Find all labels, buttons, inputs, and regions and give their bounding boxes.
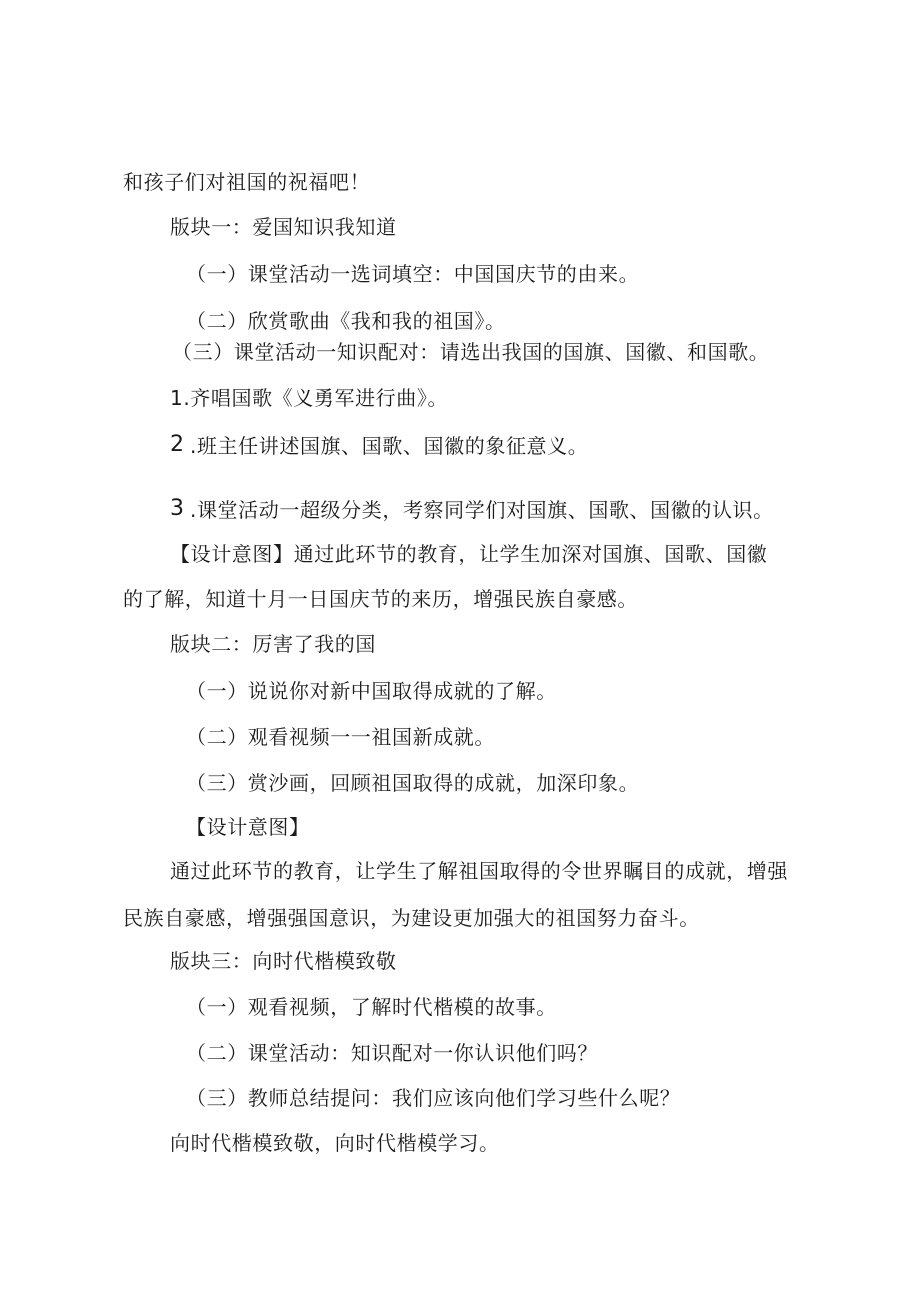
numbered-item-3: .课堂活动一超级分类，考察同学们对国旗、国歌、国徽的认识。 [190,498,774,522]
list-item: （二）欣赏歌曲《我和我的祖国》。 [186,309,506,333]
item-number-3: 3 [170,496,185,521]
design-intent-paragraph-cont: 的了解，知道十月一日国庆节的来历，增强民族自豪感。 [123,587,638,611]
list-item: （三）课堂活动一知识配对：请选出我国的国旗、国徽、和国歌。 [172,340,770,364]
list-item: （一）观看视频，了解时代楷模的故事。 [186,995,557,1019]
list-item: （二）观看视频一一祖国新成就。 [186,725,495,749]
section-heading-1: 版块一：爱国知识我知道 [170,215,397,239]
list-item: （二）课堂活动：知识配对一你认识他们吗？ [186,1041,598,1065]
section-heading-3: 版块三：向时代楷模致敬 [170,949,397,973]
list-item: （一）课堂活动一选词填空：中国国庆节的由来。 [186,262,640,286]
body-paragraph-cont: 民族自豪感，增强强国意识，为建设更加强大的祖国努力奋斗。 [123,906,700,930]
numbered-item-1: 1.齐唱国歌《义勇军进行曲》。 [170,386,449,410]
section-heading-2: 版块二：厉害了我的国 [170,632,376,656]
design-intent-label: 【设计意图】 [186,815,310,839]
body-paragraph: 通过此环节的教育，让学生了解祖国取得的令世界瞩目的成就，增强 [170,859,788,883]
closing-line: 向时代楷模致敬，向时代楷模学习。 [170,1131,500,1155]
list-item: （三）赏沙画，回顾祖国取得的成就，加深印象。 [186,771,640,795]
list-item: （三）教师总结提问：我们应该向他们学习些什么呢？ [186,1086,681,1110]
numbered-item-2: .班主任讲述国旗、国歌、国徽的象征意义。 [190,434,589,458]
list-item: （一）说说你对新中国取得成就的了解。 [186,679,557,703]
design-intent-paragraph: 【设计意图】通过此环节的教育，让学生加深对国旗、国歌、国徽 [170,542,768,566]
text-line-continuation: 和孩子们对祖国的祝福吧！ [123,170,371,194]
item-number-2: 2 [170,432,185,457]
